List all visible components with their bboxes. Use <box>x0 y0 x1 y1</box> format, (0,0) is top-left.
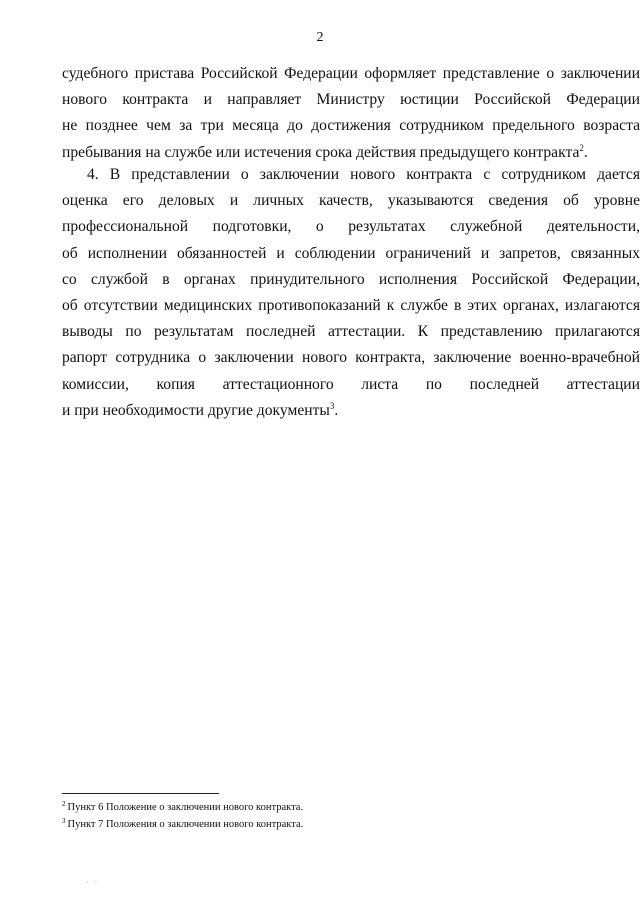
footnote-ref-2: 2 <box>579 142 584 153</box>
paragraph-2 <box>62 162 640 424</box>
paragraph-1 <box>62 61 640 166</box>
paragraph-2-line-5: со службой в органах принудительного исполнения Российской Федерации, <box>62 270 640 288</box>
paragraph-1-line-1: судебного пристава Российской Федерации оформляет представление о заключении <box>62 65 640 82</box>
paragraph-1-line-3: не позднее чем за три месяца до достижения сотрудником предельного возраста <box>62 117 640 135</box>
paragraph-2-line-2: оценка его деловых и личных качеств, указываются сведения об уровне <box>62 192 640 210</box>
scan-mark: · · <box>86 878 100 887</box>
page-number: 2 <box>316 30 324 45</box>
footnotes <box>62 799 582 833</box>
footnote-3 <box>62 816 582 833</box>
footnote-3-number: 3 <box>62 816 66 825</box>
paragraph-1-line-2: нового контракта и направляет Министру юстиции Российской Федерации <box>62 91 640 109</box>
paragraph-2-line-10 <box>62 398 640 424</box>
paragraph-2-last-text: и при необходимости другие документы <box>62 401 330 419</box>
footnote-ref-3: 3 <box>329 400 335 411</box>
footnote-2 <box>62 799 582 816</box>
footnote-2-text: Пункт 6 Положение о заключении нового контракта. <box>67 802 304 813</box>
footnote-3-text: Пункт 7 Положения о заключении нового контракта. <box>67 819 304 830</box>
paragraph-2-line-7: выводы по результатам последней аттестации. К представлению прилагаются <box>62 323 640 341</box>
footnote-2-number: 2 <box>62 799 66 808</box>
paragraph-2-line-1: 4. В представлении о заключении нового контракта с сотрудником дается <box>87 166 640 183</box>
paragraph-2-line-6: об отсутствии медицинских противопоказаний к службе в этих органах, излагаются <box>62 297 640 315</box>
paragraph-2-line-8: рапорт сотрудника о заключении нового контракта, заключение военно-врачебной <box>62 349 640 367</box>
footnote-separator <box>62 793 219 794</box>
paragraph-2-line-3: профессиональной подготовки, о результатах служебной деятельности, <box>62 218 640 236</box>
paragraph-1-end: . <box>583 143 588 161</box>
paragraph-2-line-4: об исполнении обязанностей и соблюдении ограничений и запретов, связанных <box>62 244 640 262</box>
paragraph-2-line-9: комиссии, копия аттестационного листа по последней аттестации <box>62 375 640 393</box>
paragraph-1-last-text: пребывания на службе или истечения срока действия предыдущего контракта <box>62 143 580 161</box>
paragraph-2-end: . <box>334 401 339 419</box>
